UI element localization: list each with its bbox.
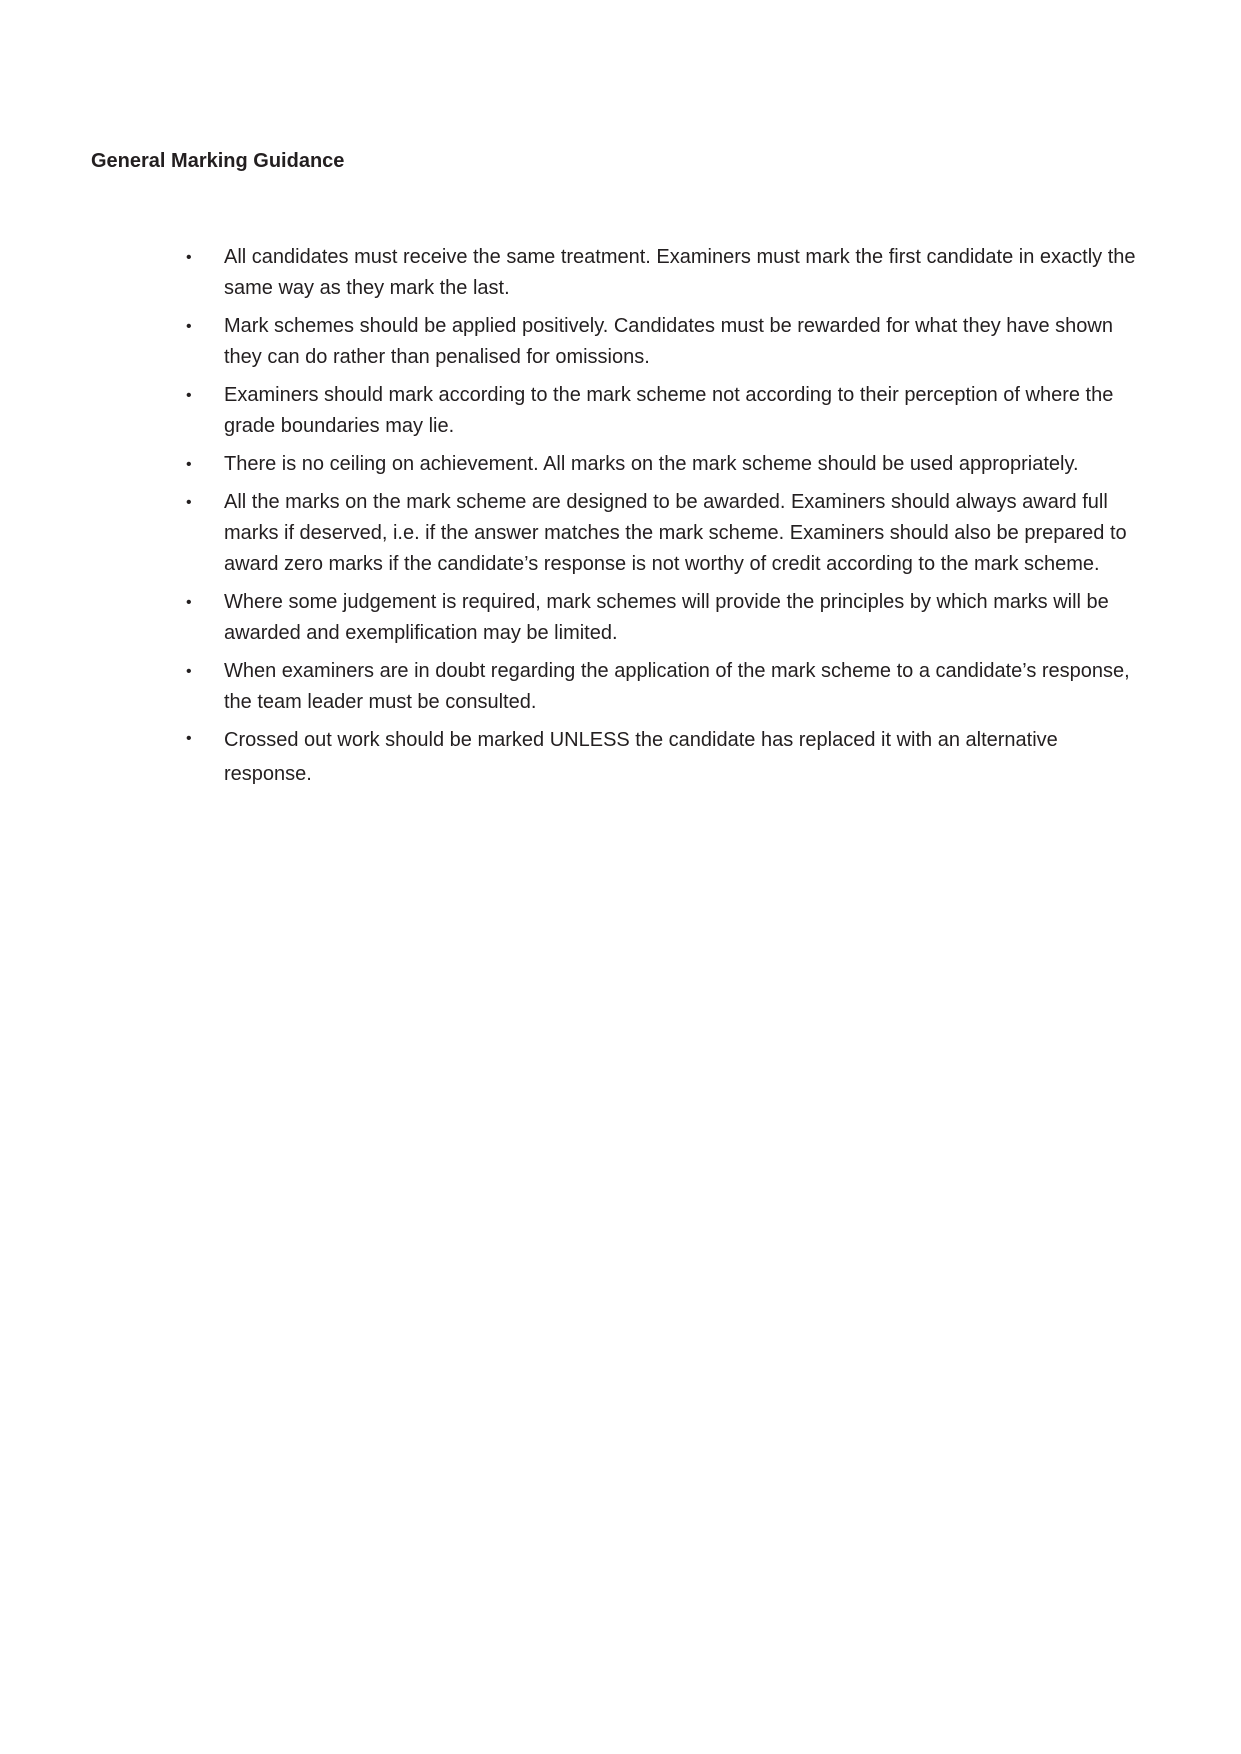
guidance-text: When examiners are in doubt regarding the application of the mark scheme to a candidate’s response, the team leader must be consulted. [224,660,1130,713]
bullet-icon: • [186,594,192,611]
guidance-text: All candidates must receive the same treatment. Examiners must mark the first candidate in exactly the same way as they mark the last. [224,246,1136,299]
bullet-icon: • [186,494,192,511]
bullet-icon: • [186,387,192,404]
guidance-item [0,242,1144,304]
guidance-item [0,587,1144,649]
guidance-item [0,656,1144,718]
guidance-list [0,242,1241,798]
guidance-text: Mark schemes should be applied positively. Candidates must be rewarded for what they have shown they can do rather than penalised for omissions. [224,315,1113,368]
guidance-item [0,723,1144,791]
guidance-item [0,449,1144,480]
guidance-item [0,487,1144,580]
guidance-text: Where some judgement is required, mark schemes will provide the principles by which marks will be awarded and exemplification may be limited. [224,591,1109,644]
guidance-item [0,311,1144,373]
page-heading: General Marking Guidance [91,150,345,172]
guidance-text: Crossed out work should be marked UNLESS the candidate has replaced it with an alternative response. [224,729,1058,785]
bullet-icon: • [186,456,192,473]
guidance-text: All the marks on the mark scheme are designed to be awarded. Examiners should always award full marks if deserved, i.e. if the answer matches the mark scheme. Examiners should also be prepared to award zero marks if the candidate’s response is not worthy of credit according to the mark scheme. [224,491,1127,575]
bullet-icon: • [186,730,192,747]
guidance-item [0,380,1144,442]
bullet-icon: • [186,318,192,335]
bullet-icon: • [186,663,192,680]
guidance-text: Examiners should mark according to the mark scheme not according to their perception of where the grade boundaries may lie. [224,384,1114,437]
bullet-icon: • [186,249,192,266]
guidance-text: There is no ceiling on achievement. All marks on the mark scheme should be used appropriately. [224,453,1079,475]
